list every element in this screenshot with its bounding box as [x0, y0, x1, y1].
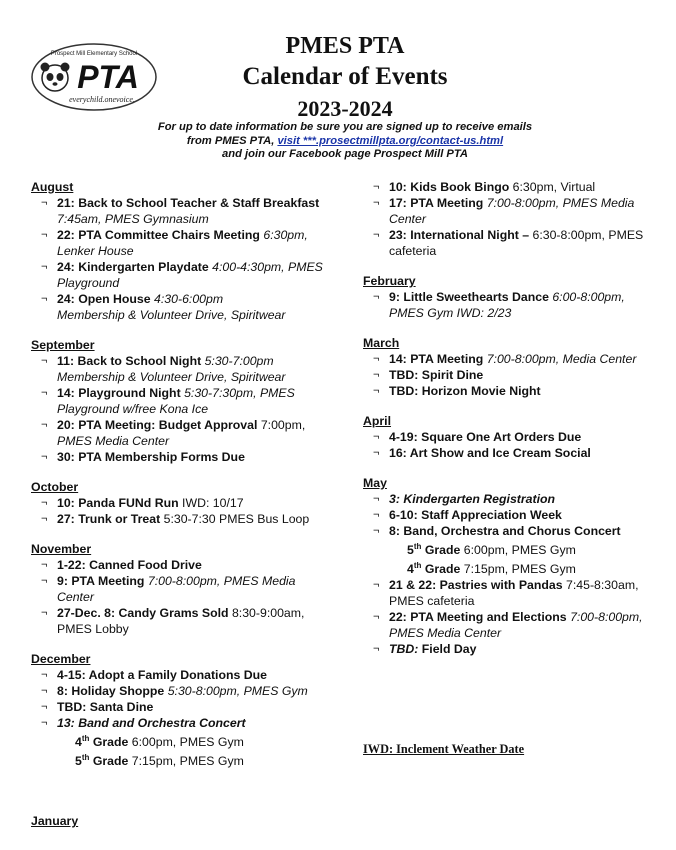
- pta-logo: [30, 42, 158, 112]
- event-item: ¬ 4-15: Adopt a Family Donations Due: [31, 667, 351, 683]
- section-february: [363, 273, 663, 321]
- left-column: [31, 179, 351, 829]
- event-item: ¬ 1-22: Canned Food Drive: [31, 557, 351, 573]
- event-item: ¬ 4-19: Square One Art Orders Due: [363, 429, 663, 445]
- event-item: ¬ 11: Back to School Night 5:30-7:00pm Membership & Volunteer Drive, Spiritwear: [31, 353, 351, 385]
- title-line1: PMES PTA: [285, 33, 405, 59]
- section-october: [31, 479, 351, 527]
- title-line3: 2023-2024: [297, 96, 393, 121]
- event-item: ¬ 24: Kindergarten Playdate 4:00-4:30pm, PMES Playground: [31, 259, 351, 291]
- event-item: ¬ 24: Open House 4:30-6:00pm Membership & Volunteer Drive, Spiritwear: [31, 291, 351, 323]
- info-line1: For up to date information be sure you are signed up to receive emails: [157, 121, 533, 133]
- event-item: ¬ 8: Holiday Shoppe 5:30-8:00pm, PMES Gym: [31, 683, 351, 699]
- section-september: [31, 337, 351, 465]
- month-heading: December: [31, 652, 91, 666]
- event-item: ¬ 10: Panda FUNd Run IWD: 10/17: [31, 495, 351, 511]
- section-march: [363, 335, 663, 399]
- event-item: ¬ 22: PTA Meeting and Elections 7:00-8:00pm, PMES Media Center: [363, 609, 663, 641]
- event-item: ¬ 22: PTA Committee Chairs Meeting 6:30pm, Lenker House: [31, 227, 351, 259]
- month-heading: September: [31, 338, 95, 352]
- event-subitem: 5th Grade 7:15pm, PMES Gym: [75, 753, 244, 769]
- event-item: ¬ 21: Back to School Teacher & Staff Breakfast 7:45am, PMES Gymnasium: [31, 195, 351, 227]
- section-december: [31, 651, 351, 769]
- section-april: [363, 413, 663, 461]
- logo-tagline: everychild.onevoice.: [69, 95, 135, 104]
- event-subitem: 5th Grade 6:00pm, PMES Gym: [407, 542, 576, 558]
- event-item: ¬ 20: PTA Meeting: Budget Approval 7:00pm, PMES Media Center: [31, 417, 351, 449]
- event-item: ¬ 30: PTA Membership Forms Due: [31, 449, 351, 465]
- event-item: ¬ 14: PTA Meeting 7:00-8:00pm, Media Center: [363, 351, 663, 367]
- event-item: ¬ 9: PTA Meeting 7:00-8:00pm, PMES Media Center: [31, 573, 351, 605]
- event-subitem: 4th Grade 7:15pm, PMES Gym: [407, 561, 576, 577]
- event-subitem: 4th Grade 6:00pm, PMES Gym: [75, 734, 244, 750]
- event-item: ¬ 14: Playground Night 5:30-7:30pm, PMES Playground w/free Kona Ice: [31, 385, 351, 417]
- logo-mark: PTA: [77, 59, 139, 95]
- right-column: [363, 179, 663, 757]
- section-may: [363, 475, 663, 657]
- title-line2: Calendar of Events: [242, 63, 448, 90]
- month-heading: October: [31, 480, 79, 494]
- month-heading: March: [363, 336, 400, 350]
- event-item: ¬ 10: Kids Book Bingo 6:30pm, Virtual: [363, 179, 663, 195]
- event-item: ¬ 3: Kindergarten Registration: [363, 491, 663, 507]
- event-item: ¬ 16: Art Show and Ice Cream Social: [363, 445, 663, 461]
- month-heading: November: [31, 542, 92, 556]
- info-text: [110, 121, 580, 162]
- section-november: [31, 541, 351, 637]
- event-item: ¬ 23: International Night – 6:30-8:00pm, PMES cafeteria: [363, 227, 663, 259]
- event-item: ¬ 9: Little Sweethearts Dance 6:00-8:00pm, PMES Gym IWD: 2/23: [363, 289, 663, 321]
- month-heading: February: [363, 274, 416, 288]
- iwd-note: IWD: Inclement Weather Date: [363, 742, 525, 757]
- info-line2: [110, 135, 580, 149]
- event-item: ¬ 8: Band, Orchestra and Chorus Concert: [363, 523, 663, 539]
- event-item: ¬ 27: Trunk or Treat 5:30-7:30 PMES Bus Loop: [31, 511, 351, 527]
- info-line2-text: from PMES PTA,: [186, 134, 278, 147]
- event-item: ¬ 13: Band and Orchestra Concert: [31, 715, 351, 731]
- month-heading-january: January: [31, 814, 79, 829]
- section-january-events: [363, 179, 663, 259]
- event-item: ¬ 27-Dec. 8: Candy Grams Sold 8:30-9:00am, PMES Lobby: [31, 605, 351, 637]
- event-item: ¬ 21 & 22: Pastries with Pandas 7:45-8:30am, PMES cafeteria: [363, 577, 663, 609]
- month-heading: May: [363, 476, 387, 490]
- event-item: ¬ TBD: Santa Dine: [31, 699, 351, 715]
- event-item: ¬ TBD: Field Day: [363, 641, 663, 657]
- event-item: ¬ TBD: Horizon Movie Night: [363, 383, 663, 399]
- event-item: ¬ TBD: Spirit Dine: [363, 367, 663, 383]
- event-item: ¬ 17: PTA Meeting 7:00-8:00pm, PMES Media Center: [363, 195, 663, 227]
- info-line3: and join our Facebook page Prospect Mill PTA: [222, 148, 468, 160]
- event-item: ¬ 6-10: Staff Appreciation Week: [363, 507, 663, 523]
- section-august: [31, 179, 351, 323]
- month-heading: April: [363, 414, 392, 428]
- contact-link[interactable]: visit ***.prosectmillpta.org/contact-us.html: [277, 134, 504, 147]
- month-heading: August: [31, 180, 74, 194]
- logo-school-text: Prospect Mill Elementary School: [50, 51, 138, 57]
